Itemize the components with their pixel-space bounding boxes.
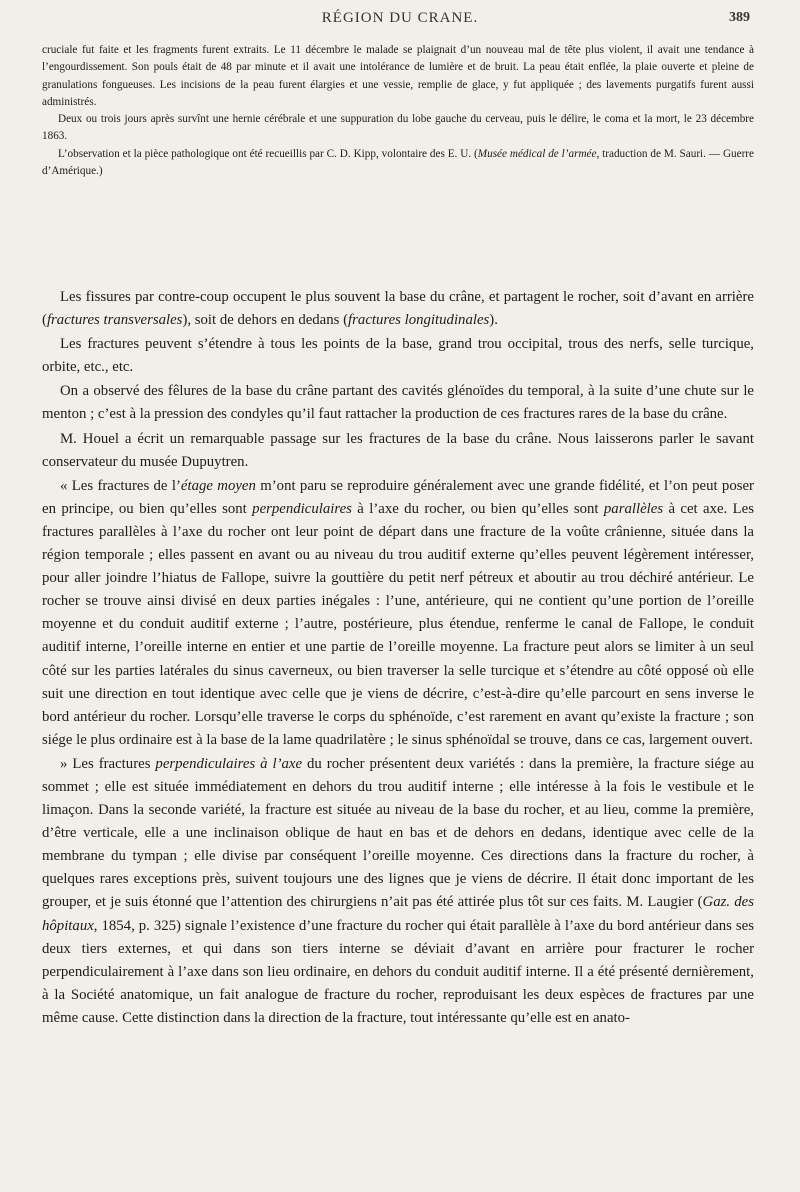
text-segment: , 1854, p. 325) signale l’existence d’une fracture du rocher qui était parallèle à l’axe du bord antérieur dans ses deux tiers externes, et qui dans son tiers interne se déviait d’avant en arrière pour fracturer le rocher perpendiculairement à l’axe dans son lieu ordinaire, en dehors du conduit auditif interne. Il a été présenté dernièrement, à la Société anatomique, un fait analogue de fracture du rocher, reproduisant les deux espèces de fractures par une même cause. Cette distinction dans la direction de la fracture, tout intéressante qu’elle est en anato- (42, 917, 754, 1026)
text-segment: à l’axe du rocher, ou bien qu’elles sont (351, 500, 604, 517)
page-number: 389 (729, 10, 750, 25)
italic-term: fractures longitudinales (348, 312, 490, 329)
running-title: RÉGION DU CRANE. (321, 10, 479, 26)
italic-title: Musée médical de l’armée (477, 147, 597, 160)
italic-term: perpendiculaires à l’axe (155, 755, 303, 772)
text-segment: , traduction de M. Sauri. — Guerre d’Amérique.) (42, 147, 754, 178)
page-header (0, 10, 800, 30)
text-segment: « Les fractures de l’ (60, 477, 181, 494)
text-segment: du rocher présentent deux variétés : dans la première, la fracture siége au sommet ; elle est située immédiatement en dehors du trou auditif interne ; elle intéresse à la fois le vestibule et le limaçon. Dans la seconde variété, la fracture est située au niveau de la base du rocher, et au lieu, comme la première, d’être verticale, elle a une inclinaison oblique de haut en bas et de dehors en dedans, identique avec celle de la membrane du tympan ; elle divise par conséquent l’oreille moyenne. Ces directions dans la fracture du rocher, à quelques rares exceptions près, suivent toujours une des lignes que je viens de décrire. Il était donc important de les grouper, et je suis étonné que l’attention des chirurgiens n’ait pas été attirée plus tôt sur ces faits. M. Laugier ( (42, 755, 754, 911)
text-segment: ), soit de dehors en dedans ( (182, 312, 349, 329)
text-segment: Les fissures par contre-coup occupent le plus souvent la base du crâne, et partagent le rocher, soit d’avant en arrière ( (42, 289, 754, 329)
paragraph (42, 286, 754, 332)
quote-paragraph (42, 753, 754, 1030)
paragraph: Les fractures peuvent s’étendre à tous les points de la base, grand trou occipital, trous des nerfs, selle turcique, orbite, etc., etc. (42, 336, 754, 376)
case-paragraph: Deux ou trois jours après survînt une hernie cérébrale et une suppuration du lobe gauche du cerveau, puis le délire, le coma et la mort, le 23 décembre 1863. (42, 113, 754, 143)
italic-term: perpendiculaires (252, 500, 352, 517)
main-text (42, 286, 754, 1031)
text-segment: m’ont paru se reproduire généralement avec une grande fidélité, et l’on peut poser en principe, ou bien qu’elles sont (42, 477, 754, 517)
italic-term: parallèles (603, 500, 664, 517)
italic-term: étage moyen (180, 477, 256, 494)
italic-term: fractures transversales (46, 312, 183, 329)
text-segment: L’observation et la pièce pathologique ont été recueillis par C. D. Kipp, volontaire des E. U. ( (58, 147, 478, 160)
quote-paragraph (42, 475, 754, 752)
text-segment: » Les fractures (60, 755, 156, 772)
case-paragraph: cruciale fut faite et les fragments furent extraits. Le 11 décembre le malade se plaignait d’un nouveau mal de tête plus violent, il avait une tendance à l’engourdissement. Son pouls était de 48 par minute et il avait une intolérance de lumière et de bruit. La peau était enflée, la plaie ouverte et pleine de granulations fongueuses. Les incisions de la peau furent élargies et une vessie, remplie de glace, y fut appliquée ; des lavements purgatifs furent aussi administrés. (42, 44, 754, 108)
italic-citation: Gaz. des hôpitaux (42, 894, 755, 934)
text-segment: ). (489, 312, 498, 329)
paragraph: M. Houel a écrit un remarquable passage sur les fractures de la base du crâne. Nous laisserons parler le savant conservateur du musée Dupuytren. (42, 430, 754, 470)
case-source-paragraph (42, 146, 754, 181)
text-segment: à cet axe. Les fractures parallèles à l’axe du rocher ont leur point de départ dans une fracture de la voûte crânienne, située dans la région temporale ; elles passent en avant ou au niveau du trou auditif externe qu’elles peuvent légèrement intéresser, pour aller joindre l’hiatus de Fallope, suivre la gouttière du petit nerf pétreux et aboutir au trou déchiré antérieur. Le rocher se trouve ainsi divisé en deux parties inégales : l’une, antérieure, qui ne contient qu’une portion de l’oreille moyenne et du conduit auditif externe ; l’autre, postérieure, plus étendue, renferme le canal de Fallope, le conduit auditif interne, l’oreille interne en entier et une partie de l’oreille moyenne. La fracture peut alors se limiter à un seul côté sur les parties latérales du sinus caverneux, ou bien traverser la selle turcique et s’étendre au côté opposé où elle suit une direction en tout identique avec celle que je viens de décrire, c’est-à-dire qu’elle parcourt en sens inverse le bord antérieur du rocher. Lorsqu’elle traverse le corps du sphénoïde, c’est rarement en avant qu’existe la fracture ; son siége le plus ordinaire est à la base de la lame quadrilatère ; le sinus sphénoïdal se trouve, dans ce cas, largement ouvert. (42, 500, 754, 748)
case-observation (42, 42, 754, 180)
paragraph: On a observé des fêlures de la base du crâne partant des cavités glénoïdes du temporal, à la suite d’une chute sur le menton ; c’est à la pression des condyles qu’il faut rattacher la production de ces fractures rares de la base du crâne. (42, 383, 754, 423)
